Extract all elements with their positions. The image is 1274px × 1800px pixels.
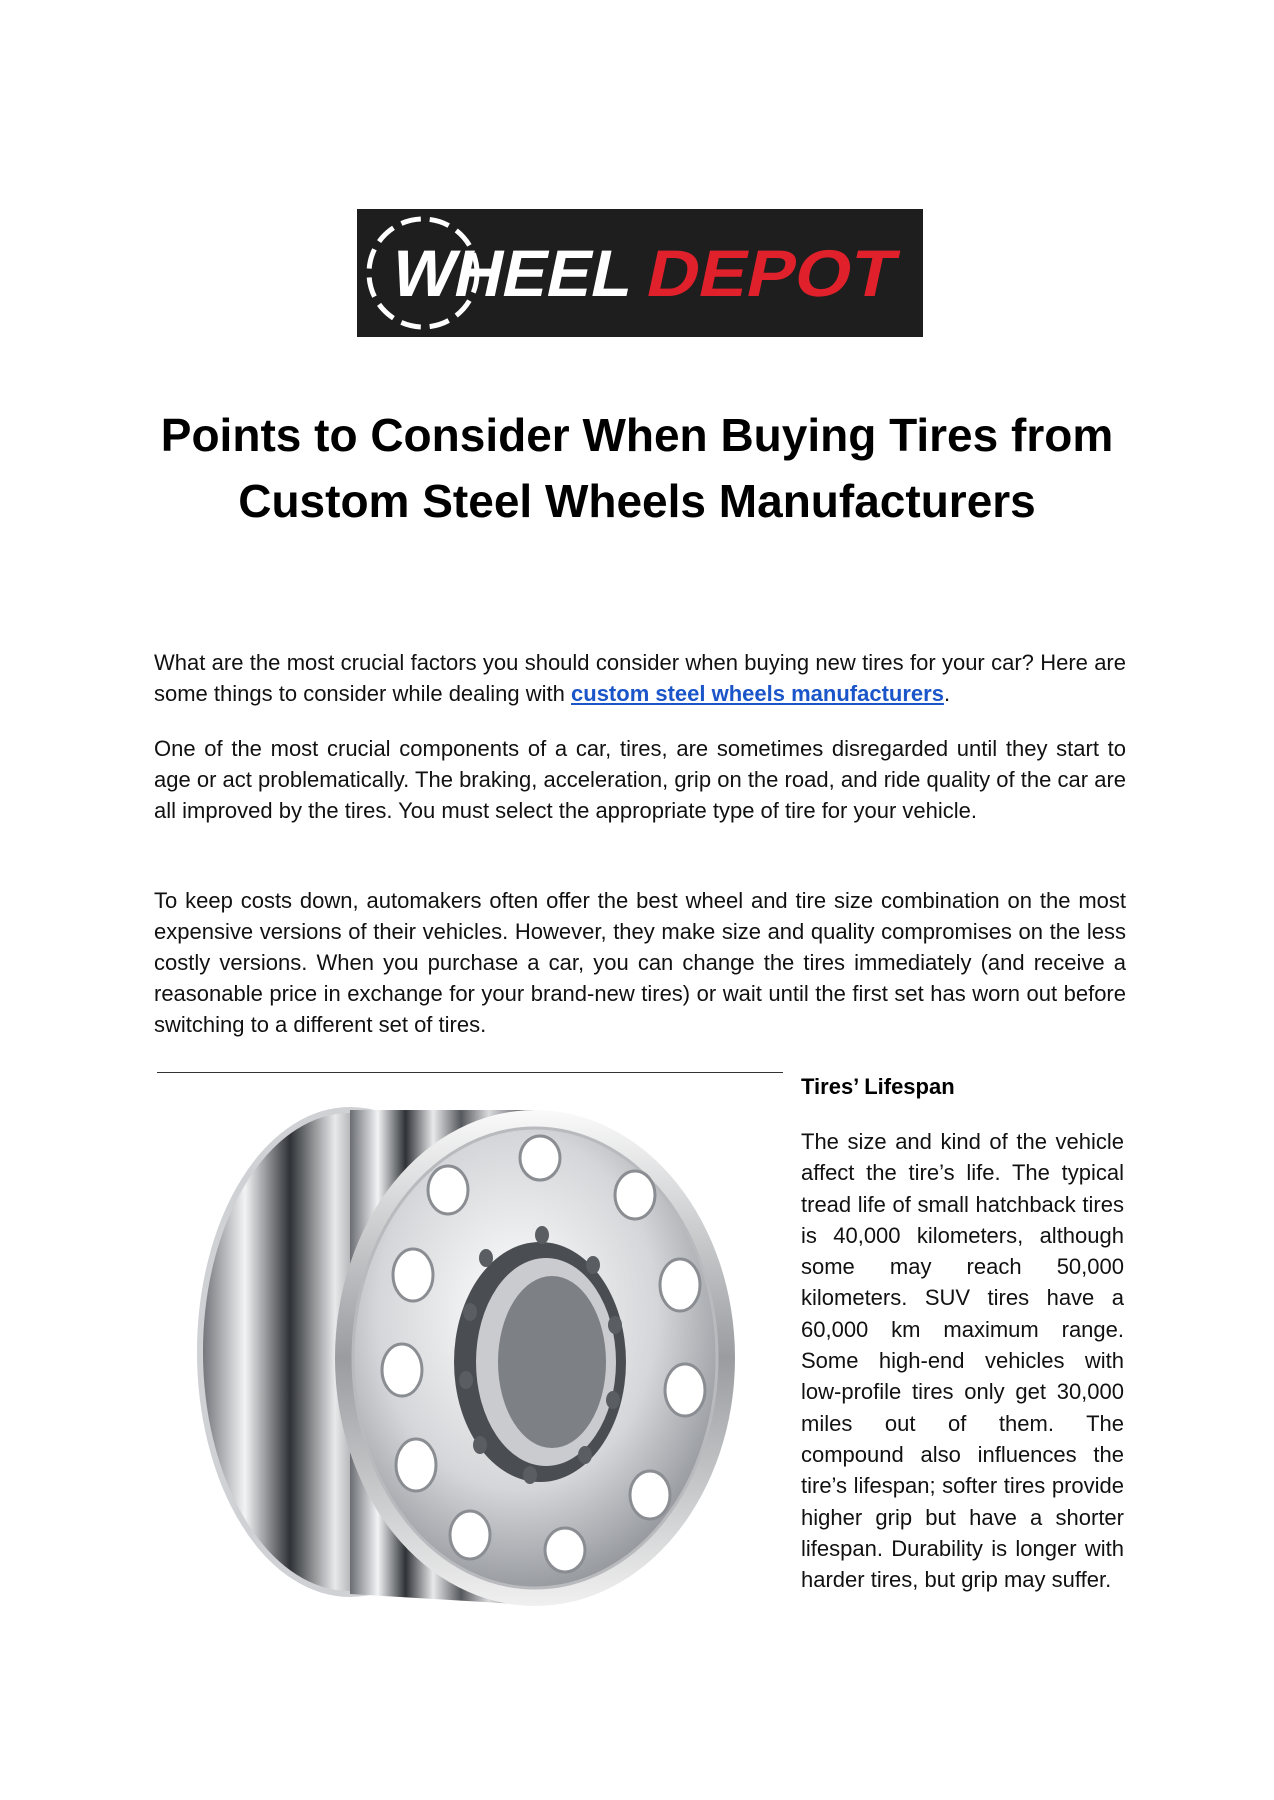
costs-paragraph: To keep costs down, automakers often offer the best wheel and tire size combination on the most expensive versions of their vehicles. However, they make size and quality compromises on the less costly versions. When you purchase a car, you can change the tires immediately (and receive a reasonable price in exchange for your brand-new tires) or wait until the first set has worn out before switching to a different set of tires.: [154, 888, 1126, 1037]
intro-text: What are the most crucial factors you should consider when buying new tires for your car? Here are some things to consider while dealing with: [154, 650, 1126, 706]
logo-text-wheel: WHEEL: [385, 237, 640, 311]
wheel-depot-logo: [357, 209, 923, 337]
lifespan-heading: Tires’ Lifespan: [801, 1074, 955, 1099]
components-paragraph: One of the most crucial components of a car, tires, are sometimes disregarded until they start to age or act problematically. The braking, acceleration, grip on the road, and ride quality of the car are all improved by the tires. You must select the appropriate type of tire for your vehicle.: [154, 736, 1126, 823]
page-title: Points to Consider When Buying Tires from Custom Steel Wheels Manufacturers: [160, 409, 1114, 527]
logo-graphic: [357, 209, 923, 337]
intro-text-end: .: [943, 681, 951, 706]
logo-text-depot: DEPOT: [640, 237, 884, 311]
custom-steel-wheels-link[interactable]: custom steel wheels manufacturers: [571, 681, 944, 706]
divider: [157, 1072, 783, 1073]
lifespan-paragraph: The size and kind of the vehicle affect the tire’s life. The typical tread life of small hatchback tires is 40,000 kilometers, although some may reach 50,000 kilometers. SUV tires have a 60,000 km maximum range. Some high-end vehicles with low-profile tires only get 30,000 miles out of them. The compound also influences the tire’s lifespan; softer tires provide higher grip but have a shorter lifespan. Durability is longer with harder tires, but grip may suffer.: [801, 1129, 1124, 1593]
wheel-image: [180, 1080, 750, 1635]
intro-paragraph: [154, 647, 1126, 709]
